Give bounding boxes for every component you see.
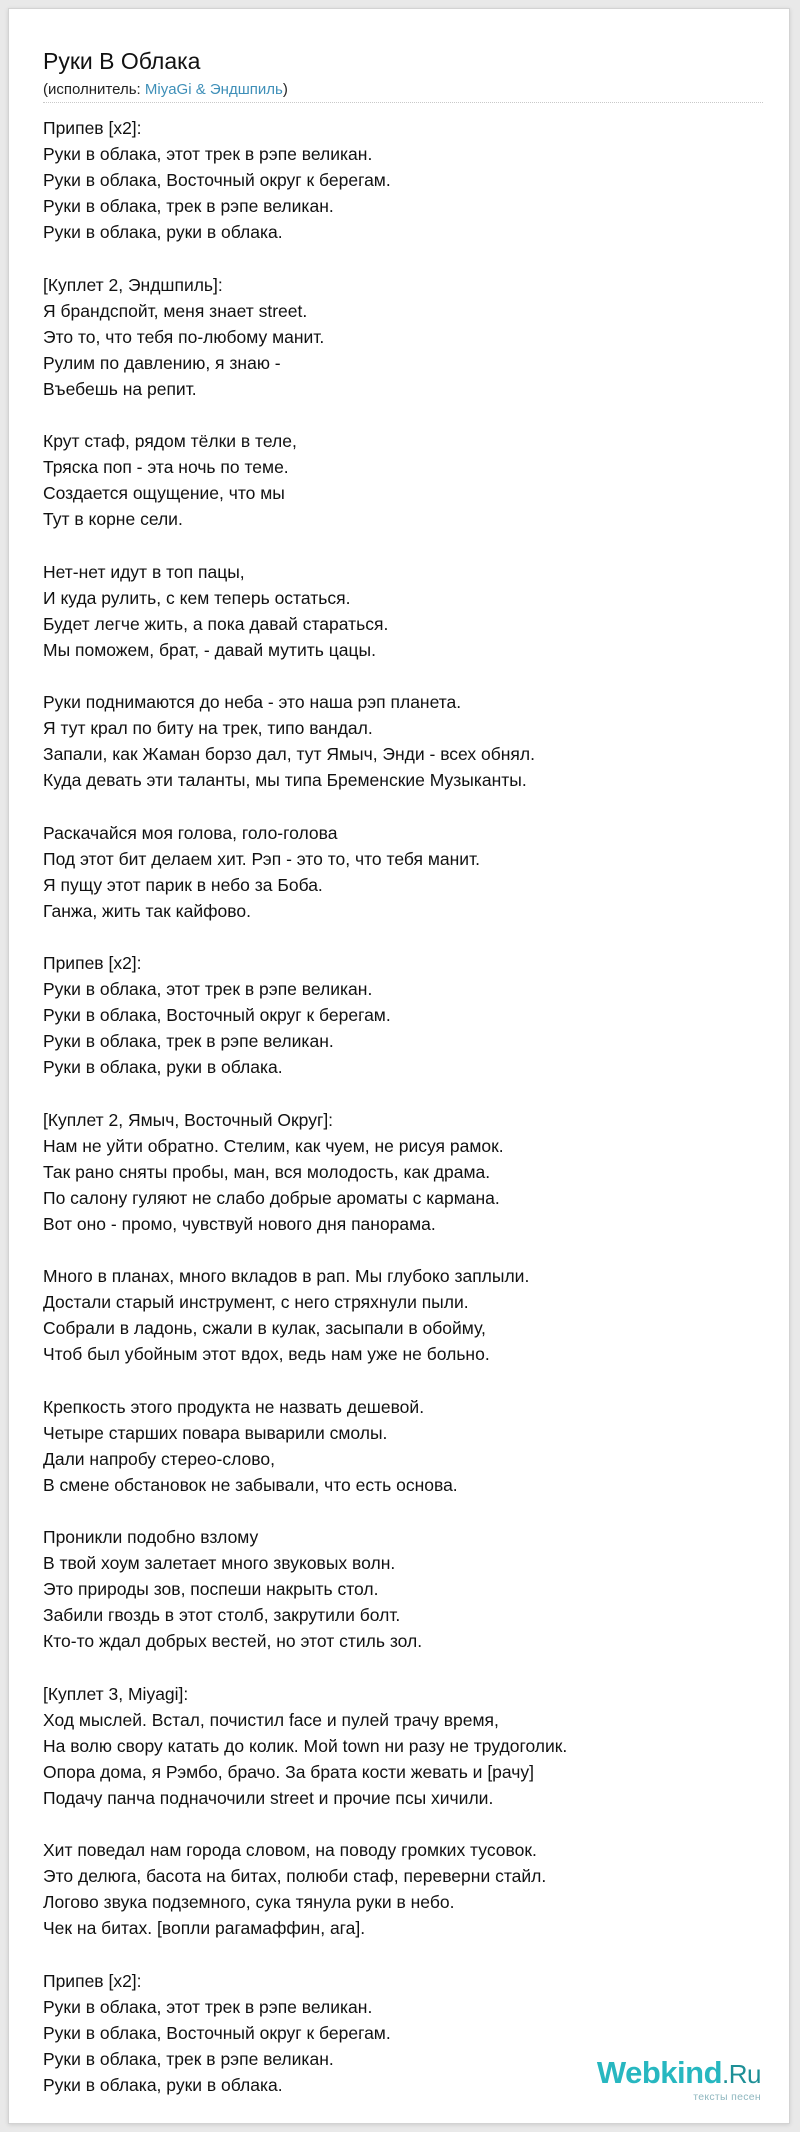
lyrics-line: Логово звука подземного, сука тянула руки в небо. [43,1892,455,1913]
lyrics-line: [Куплет 2, Ямыч, Восточный Округ]: [43,1109,334,1130]
lyrics-line: Руки поднимаются до неба - это наша рэп планета. [43,692,462,713]
lyrics-line: Въебешь на репит. [43,378,197,399]
lyrics-line: Припев [x2]: [43,118,142,138]
lyrics-line: Я пущу этот парик в небо за Боба. [43,874,323,895]
lyrics-line: Ганжа, жить так кайфово. [43,900,251,921]
lyrics-line: [Куплет 3, Miyagi]: [43,1683,189,1704]
lyrics-line: Мы поможем, брат, - давай мутить цацы. [43,639,376,660]
lyrics-line: Достали старый инструмент, с него стряхнули пыли. [43,1292,469,1313]
title-divider [43,102,763,103]
lyrics-line: Проникли подобно взлому [43,1527,259,1548]
lyrics-stanza [43,950,773,1080]
lyrics-stanza [43,272,773,402]
artist-link[interactable]: MiyaGi & Эндшпиль [144,81,283,98]
page-title: Руки В Облака [43,48,201,74]
lyrics-line: Припев [x2]: [43,1970,142,1991]
lyrics-stanza [43,1107,773,1237]
lyrics-stanza [43,689,773,793]
lyrics-line: Руки в облака, руки в облака. [43,1057,283,1078]
lyrics-stanza [43,559,773,663]
lyrics-line: Подачу панча подначочили street и прочие псы хичили. [43,1788,494,1808]
lyrics-line: Руки в облака, Восточный округ к берегам. [43,2022,391,2043]
lyrics-line: Запали, как Жаман борзо дал, тут Ямыч, Энди - всех обнял. [43,744,535,765]
lyrics-line: На волю свору катать до колик. Мой town ни разу не трудоголик. [43,1735,568,1756]
lyrics-line: Вот оно - промо, чувствуй нового дня панорама. [43,1213,436,1234]
lyrics-line: Тут в корне сели. [43,509,183,530]
lyrics-line: Собрали в ладонь, сжали в кулак, засыпали в обойму, [43,1318,486,1339]
lyrics-line: В смене обстановок не забывали, что есть основа. [43,1474,458,1495]
lyrics-line: Это природы зов, поспеши накрыть стол. [43,1579,379,1600]
lyrics-line: Много в планах, много вкладов в рап. Мы глубоко заплыли. [43,1266,530,1287]
artist-prefix: (исполнитель: [43,81,145,98]
lyrics-stanza [43,1681,773,1811]
lyrics-line: Создается ощущение, что мы [43,483,285,504]
lyrics-line: В твой хоум залетает много звуковых волн. [43,1553,396,1574]
lyrics-line: Это то, что тебя по-любому манит. [43,326,325,347]
lyrics-line: Я брандспойт, меня знает street. [43,300,308,321]
lyrics-line: Будет легче жить, а пока давай стараться. [43,613,389,634]
lyrics-line: Руки в облака, этот трек в рэпе великан. [43,144,373,165]
lyrics-line: Чтоб был убойным этот вдох, ведь нам уже не больно. [43,1344,490,1365]
lyrics-line: Четыре старших повара выварили смолы. [43,1422,388,1443]
lyrics-line: Крепкость этого продукта не назвать дешевой. [43,1396,425,1417]
lyrics-stanza [43,820,773,924]
lyrics-line: Опора дома, я Рэмбо, брачо. За брата кости жевать и [рачу] [43,1761,534,1782]
lyrics-line: И куда рулить, с кем теперь остаться. [43,587,351,608]
lyrics-stanza [43,1837,773,1941]
lyrics-line: Куда девать эти таланты, мы типа Бременские Музыканты. [43,770,527,791]
logo-tld: .Ru [722,2059,761,2089]
lyrics-line: [Куплет 2, Эндшпиль]: [43,274,223,295]
lyrics-line: Раскачайся моя голова, голо-голова [43,822,338,843]
lyrics-line: Руки в облака, трек в рэпе великан. [43,2048,334,2069]
lyrics-line: Припев [x2]: [43,953,142,973]
lyrics-line: Руки в облака, трек в рэпе великан. [43,1031,334,1052]
logo-wordmark [597,2057,761,2090]
lyrics-line: Крут стаф, рядом тёлки в теле, [43,431,297,452]
lyrics-page [8,8,790,2124]
lyrics-line: Руки в облака, Восточный округ к берегам. [43,1005,391,1026]
lyrics-body [43,115,773,2098]
logo-tagline: тексты песен [693,2091,761,2103]
lyrics-line: По салону гуляют не слабо добрые ароматы с кармана. [43,1187,500,1208]
lyrics-line: Чек на битах. [вопли рагамаффин, ага]. [43,1918,366,1939]
lyrics-stanza [43,1263,773,1367]
artist-line [43,81,288,99]
logo-brand: Webkind [596,2055,723,2090]
site-logo[interactable] [597,2057,761,2103]
lyrics-line: Нам не уйти обратно. Стелим, как чуем, не рисуя рамок. [43,1135,504,1156]
lyrics-line: Рулим по давлению, я знаю - [43,352,281,373]
lyrics-line: Руки в облака, этот трек в рэпе великан. [43,1996,373,2017]
lyrics-line: Под этот бит делаем хит. Рэп - это то, что тебя манит. [43,848,481,869]
lyrics-stanza [43,1524,773,1654]
lyrics-stanza [43,115,773,245]
lyrics-line: Забили гвоздь в этот столб, закрутили болт. [43,1605,401,1626]
lyrics-line: Тряска поп - эта ночь по теме. [43,457,289,478]
lyrics-line: Я тут крал по биту на трек, типо вандал. [43,718,373,739]
lyrics-line: Нет-нет идут в топ пацы, [43,561,245,582]
lyrics-stanza [43,428,773,532]
lyrics-line: Руки в облака, трек в рэпе великан. [43,196,334,217]
lyrics-line: Так рано сняты пробы, ман, вся молодость, как драма. [43,1161,491,1182]
lyrics-line: Дали напробу стерео-слово, [43,1448,275,1469]
lyrics-line: Руки в облака, руки в облака. [43,222,283,243]
lyrics-line: Руки в облака, руки в облака. [43,2075,283,2096]
lyrics-line: Это делюга, басота на битах, полюби стаф, переверни стайл. [43,1866,547,1887]
lyrics-line: Руки в облака, Восточный округ к берегам. [43,170,391,191]
lyrics-line: Ход мыслей. Встал, почистил face и пулей трачу время, [43,1709,499,1730]
lyrics-line: Кто-то ждал добрых вестей, но этот стиль зол. [43,1631,423,1652]
lyrics-line: Хит поведал нам города словом, на поводу громких тусовок. [43,1840,537,1861]
lyrics-stanza [43,1394,773,1498]
artist-suffix: ) [282,81,288,98]
lyrics-line: Руки в облака, этот трек в рэпе великан. [43,979,373,1000]
